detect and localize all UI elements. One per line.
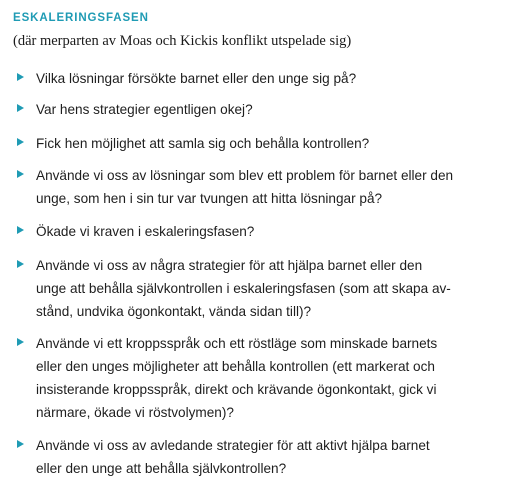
list-item-text: [36, 434, 501, 480]
list-item-line: insisterande kroppsspråk, direkt och krävande ögonkontakt, gick vi: [36, 382, 437, 397]
list-item: [13, 132, 501, 155]
list-item: [13, 254, 501, 323]
list-item-line: Var hens strategier egentligen okej?: [36, 102, 253, 117]
list-item-text: [36, 220, 501, 243]
list-item-line: unge, som hen i sin tur var tvungen att hitta lösningar på?: [36, 191, 383, 206]
list-item-text: [36, 132, 501, 155]
list-item-text: [36, 332, 501, 424]
list-item-line: Använde vi oss av avledande strategier för att aktivt hjälpa barnet: [36, 438, 430, 453]
list-item: [13, 332, 501, 424]
list-item: [13, 67, 501, 90]
triangle-right-icon: [17, 138, 24, 146]
list-item-text: [36, 164, 501, 210]
document-page: [13, 10, 501, 476]
section-heading: ESKALERINGSFASEN: [13, 12, 149, 24]
list-item: [13, 164, 501, 210]
triangle-right-icon: [17, 104, 24, 112]
list-item-line: stånd, undvika ögonkontakt, vända sidan till)?: [36, 304, 312, 319]
list-item-line: Ökade vi kraven i eskaleringsfasen?: [36, 224, 255, 239]
list-item-line: eller den unge att behålla självkontrollen?: [36, 461, 287, 476]
section-subtitle: (där merparten av Moas och Kickis konflikt utspelade sig): [13, 33, 352, 49]
list-item-text: [36, 67, 501, 90]
list-item-line: Vilka lösningar försökte barnet eller den unge sig på?: [36, 71, 357, 86]
list-item: [13, 98, 501, 121]
list-item: [13, 434, 501, 480]
triangle-right-icon: [17, 260, 24, 268]
list-item-line: eller den unges möjligheter att behålla kontrollen (ett markerat och: [36, 359, 435, 374]
triangle-right-icon: [17, 73, 24, 81]
list-item-line: närmare, ökade vi röstvolymen)?: [36, 405, 234, 420]
triangle-right-icon: [17, 226, 24, 234]
list-item: [13, 220, 501, 243]
list-item-line: Fick hen möjlighet att samla sig och behålla kontrollen?: [36, 136, 370, 151]
list-item-text: [36, 254, 501, 323]
triangle-right-icon: [17, 440, 24, 448]
list-item-text: [36, 98, 501, 121]
triangle-right-icon: [17, 338, 24, 346]
list-item-line: unge att behålla självkontrollen i eskaleringsfasen (som att skapa av-: [36, 281, 451, 296]
list-item-line: Använde vi oss av några strategier för att hjälpa barnet eller den: [36, 258, 423, 273]
list-item-line: Använde vi ett kroppsspråk och ett röstläge som minskade barnets: [36, 336, 438, 351]
triangle-right-icon: [17, 170, 24, 178]
list-item-line: Använde vi oss av lösningar som blev ett problem för barnet eller den: [36, 168, 454, 183]
